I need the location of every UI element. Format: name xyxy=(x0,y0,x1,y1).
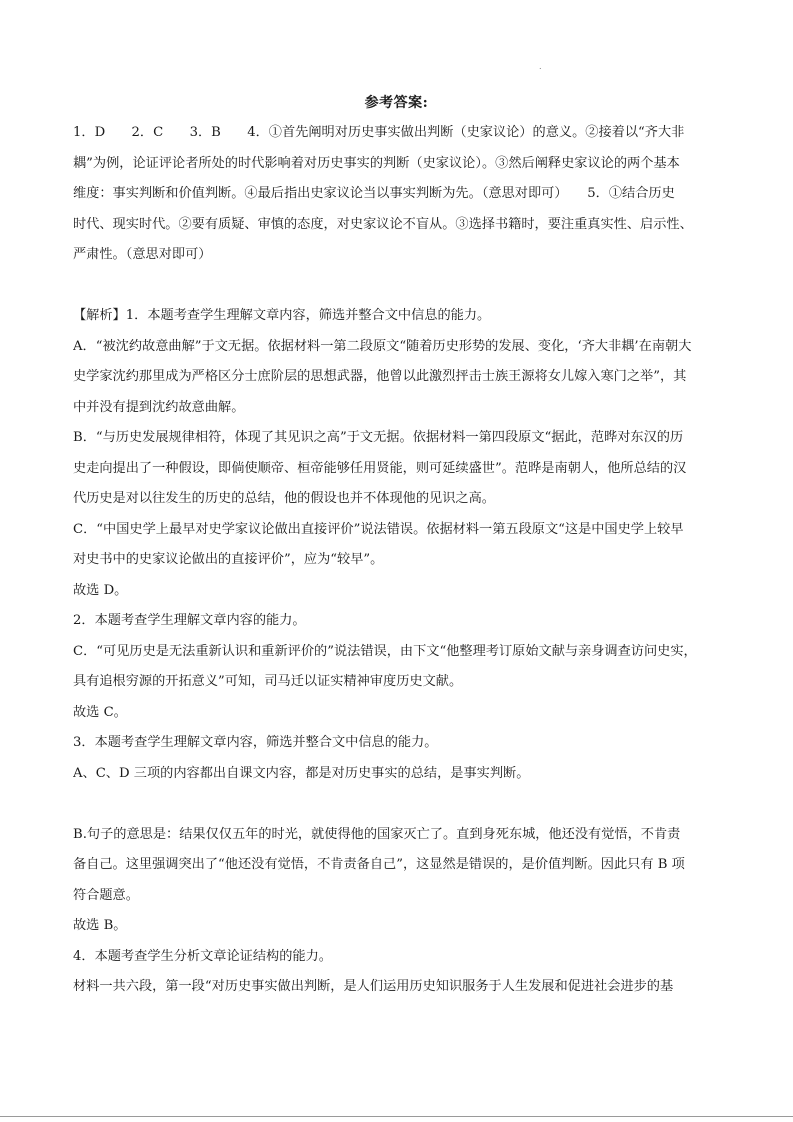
text-line: 史走向提出了一种假设，即倘使顺帝、桓帝能够任用贤能，则可延续盛世”。范晔是南朝人，他所总结的汉 xyxy=(73,460,687,476)
text-line: 3．本题考查学生理解文章内容，筛选并整合文中信息的能力。 xyxy=(73,735,438,750)
text-line: A、C、D 三项的内容都出自课文内容，都是对历史事实的总结，是事实判断。 xyxy=(73,765,530,781)
text-line: 严肃性。（意思对即可） xyxy=(73,247,212,262)
text-line: 对史书中的史家议论做出的直接评价”，应为“较早”。 xyxy=(73,552,384,567)
text-line: 备自己。这里强调突出了“他还没有觉悟，不肯责备自己”，这显然是错误的，是价值判断。因此只有 B 项 xyxy=(73,857,685,872)
text-line: 2．本题考查学生理解文章内容的能力。 xyxy=(73,613,306,628)
text-line: 【解析】1．本题考查学生理解文章内容，筛选并整合文中信息的能力。 xyxy=(73,308,491,323)
text-line: 耦”为例，论证评论者所处的时代影响着对历史事实的判断（史家议论）。③然后阐释史家议论的两个基本 xyxy=(73,155,680,171)
text-line: 故选 B。 xyxy=(73,918,127,933)
answer-body xyxy=(73,118,724,1003)
blank-line xyxy=(73,271,724,302)
text-line: 1．D 2．C 3．B 4．①首先阐明对历史事实做出判断（史家议论）的意义。②接着以“齐大非 xyxy=(73,125,685,140)
text-line: C．“可见历史是无法重新认识和重新评价的”说法错误，由下文“他整理考订原始文献与亲身调查访问史实， xyxy=(73,643,697,659)
text-line: B.句子的意思是：结果仅仅五年的时光，就使得他的国家灭亡了。直到身死东城，他还没有觉悟，不肯责 xyxy=(73,826,681,842)
text-line: B．“与历史发展规律相符，体现了其见识之高”于文无据。依据材料一第四段原文“据此，范晔对东汉的历 xyxy=(73,430,684,445)
text-line: 中并没有提到沈约故意曲解。 xyxy=(73,399,245,415)
text-line: 材料一共六段，第一段“对历史事实做出判断，是人们运用历史知识服务于人生发展和促进社会进步的基 xyxy=(73,979,674,994)
bottom-divider xyxy=(0,1116,793,1117)
text-line: 时代、现实时代。②要有质疑、审慎的态度，对史家议论不盲从。③选择书籍时，要注重真实性、启示性、 xyxy=(73,216,693,232)
text-line: 故选 C。 xyxy=(73,704,127,720)
text-line: 符合题意。 xyxy=(73,887,139,903)
text-line: 4．本题考查学生分析文章论证结构的能力。 xyxy=(73,948,332,964)
text-line: 具有追根穷源的开拓意义”可知，司马迁以证实精神审度历史文献。 xyxy=(73,674,463,689)
page-mark: . xyxy=(539,62,542,71)
text-line: 代历史是对以往发生的历史的总结，他的假设也并不体现他的见识之高。 xyxy=(73,491,495,506)
text-line: 史学家沈约那里成为严格区分士庶阶层的思想武器，他曾以此激烈抨击士族王源将女儿嫁入寒门之举”，其 xyxy=(73,369,687,384)
blank-line xyxy=(73,789,724,820)
text-line: A．“被沈约故意曲解”于文无据。依据材料一第二段原文“随着历史形势的发展、变化，‘齐大非耦’在南朝大 xyxy=(73,338,692,354)
text-line: 故选 D。 xyxy=(73,582,128,598)
text-line: C．“中国史学上最早对史学家议论做出直接评价”说法错误。依据材料一第五段原文“这是中国史学上较早 xyxy=(73,521,684,537)
text-line: 维度：事实判断和价值判断。④最后指出史家议论当以事实判断为先。（意思对即可） 5．①结合历史 xyxy=(73,186,675,201)
page-title: 参考答案: xyxy=(364,95,429,111)
